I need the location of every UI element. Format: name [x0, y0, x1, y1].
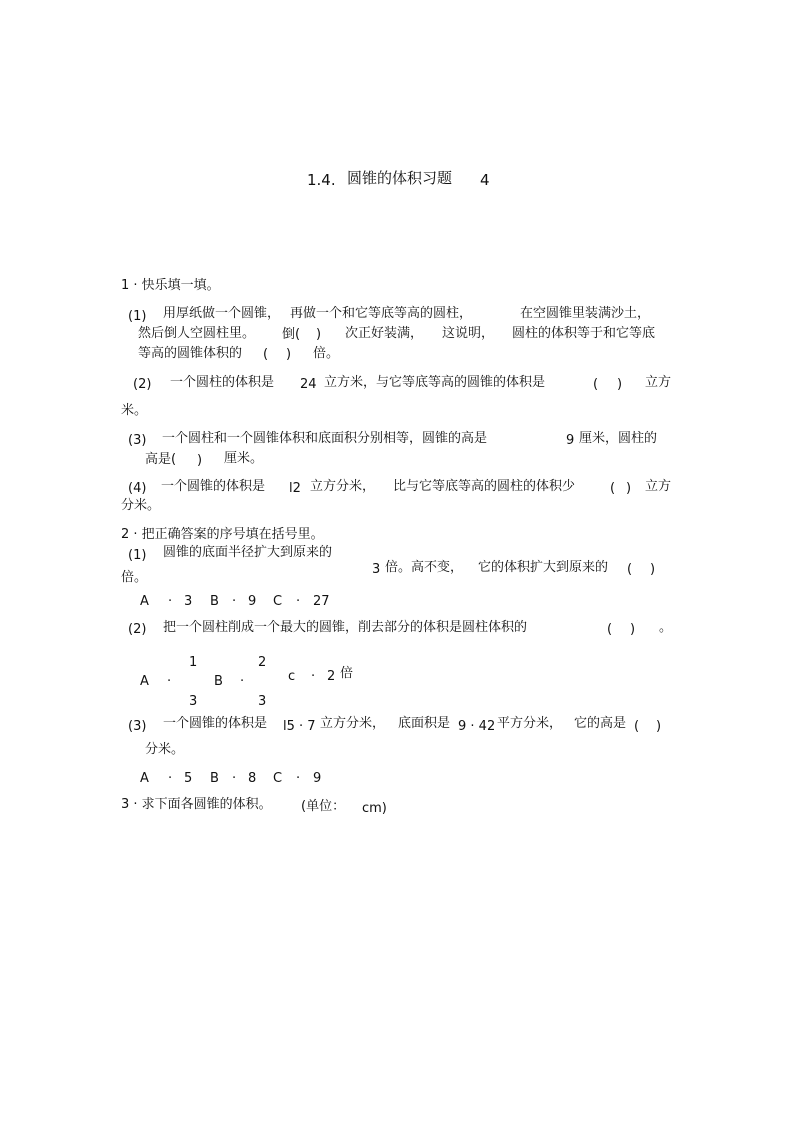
- section2-heading: 2 · 把正确答案的序号填在括号里。: [121, 527, 324, 542]
- s2-q1-value: 3: [372, 562, 381, 577]
- option-b-value: 8: [248, 771, 257, 786]
- section3-unit-value: cm): [362, 801, 387, 816]
- s1-q3-text: 厘米。: [224, 451, 264, 466]
- option-separator: ·: [311, 669, 316, 684]
- s1-q2-value: 24: [300, 377, 317, 392]
- option-c-value: 2: [327, 669, 336, 684]
- s1-q1-text: 用厚纸做一个圆锥，: [163, 306, 281, 321]
- answer-blank: (: [634, 719, 640, 734]
- s1-q1-text: 次正好装满，: [345, 326, 424, 341]
- answer-blank: ): [286, 347, 292, 362]
- answer-blank: (: [593, 377, 599, 392]
- s1-q2-text: 一个圆柱的体积是: [170, 375, 275, 390]
- answer-blank: ): [656, 719, 662, 734]
- s1-q4-value: l2: [289, 481, 301, 496]
- section3-heading: 3 · 求下面各圆锥的体积。: [121, 797, 272, 812]
- s1-q1-text: 在空圆锥里装满沙土，: [520, 306, 651, 321]
- s2-q2-text: 。: [659, 620, 673, 635]
- s1-q4-text: 比与它等底等高的圆柱的体积少: [393, 479, 576, 494]
- option-c-unit: 倍: [340, 666, 354, 681]
- s1-q1-text: 圆柱的体积等于和它等底: [512, 326, 656, 341]
- answer-blank: ): [626, 481, 632, 496]
- s1-q2-text: 立方米，与它等底等高的圆锥的体积是: [324, 375, 546, 390]
- option-separator: ·: [240, 674, 245, 689]
- answer-blank: ): [630, 622, 636, 637]
- s1-q1-text: 然后倒人空圆柱里。: [138, 326, 256, 341]
- option-b-value: 9: [248, 594, 257, 609]
- answer-blank: (: [610, 481, 616, 496]
- s2-q3-value: 9 · 42: [458, 719, 496, 734]
- s1-q1-text: 倒(: [282, 327, 301, 342]
- option-separator: ·: [168, 771, 173, 786]
- s2-q3-number: (3): [128, 719, 147, 734]
- s1-q2-text: 米。: [121, 403, 148, 418]
- option-separator: ·: [232, 771, 237, 786]
- s2-q3-text: 平方分米，: [497, 716, 563, 731]
- page-title: 圆锥的体积习题: [347, 169, 453, 187]
- answer-blank: ): [316, 327, 322, 342]
- option-b-label: B: [210, 594, 219, 609]
- s1-q4-text: 一个圆锥的体积是: [161, 479, 266, 494]
- fraction-denominator: 3: [258, 694, 267, 709]
- s1-q3-text: 厘米，圆柱的: [579, 431, 658, 446]
- s2-q3-text: 一个圆锥的体积是: [163, 716, 268, 731]
- option-separator: ·: [296, 594, 301, 609]
- s1-q1-text: 倍。: [313, 346, 340, 361]
- s1-q3-number: (3): [128, 433, 147, 448]
- s1-q1-text: 这说明，: [442, 326, 495, 341]
- s2-q3-text: 分米。: [145, 742, 185, 757]
- s1-q4-text: 立方分米，: [310, 479, 376, 494]
- s1-q3-value: 9: [566, 433, 575, 448]
- s2-q1-text: 倍。: [121, 570, 148, 585]
- option-c-label: C: [273, 594, 283, 609]
- option-a-label: A: [140, 594, 149, 609]
- s2-q3-text: 底面积是: [398, 716, 451, 731]
- s1-q1-number: (1): [128, 309, 147, 324]
- option-a-label: A: [140, 674, 149, 689]
- s1-q2-text: 立方: [645, 375, 672, 390]
- option-c-label: c: [288, 669, 296, 684]
- option-c-value: 9: [313, 771, 322, 786]
- answer-blank: (: [607, 622, 613, 637]
- title-number: 1.4.: [307, 171, 336, 189]
- s2-q3-text: 立方分米，: [320, 716, 386, 731]
- section1-heading: 1 · 快乐填一填。: [121, 278, 220, 293]
- s1-q3-text: 一个圆柱和一个圆锥体积和底面积分别相等，圆锥的高是: [162, 431, 488, 446]
- answer-blank: ): [650, 562, 656, 577]
- fraction-numerator: 1: [189, 655, 198, 670]
- s1-q1-text: 等高的圆锥体积的: [138, 346, 243, 361]
- s1-q4-text: 立方: [645, 479, 672, 494]
- s1-q4-text: 分米。: [121, 498, 161, 513]
- title-suffix: 4: [480, 171, 490, 189]
- section3-unit: (单位：: [301, 799, 346, 814]
- s1-q4-number: (4): [128, 481, 147, 496]
- option-b-label: B: [214, 674, 223, 689]
- s2-q2-text: 把一个圆柱削成一个最大的圆锥，削去部分的体积是圆柱体积的: [163, 620, 528, 635]
- s1-q1-text: 再做一个和它等底等高的圆柱，: [290, 306, 473, 321]
- s2-q1-text: 它的体积扩大到原来的: [478, 560, 609, 575]
- option-separator: ·: [296, 771, 301, 786]
- s1-q2-number: (2): [133, 377, 152, 392]
- s1-q3-text: 高是(: [145, 452, 177, 467]
- option-separator: ·: [168, 594, 173, 609]
- s2-q2-number: (2): [128, 622, 147, 637]
- option-c-value: 27: [313, 594, 330, 609]
- option-a-label: A: [140, 771, 149, 786]
- answer-blank: (: [263, 347, 269, 362]
- fraction-denominator: 3: [189, 694, 198, 709]
- s2-q3-value: l5 · 7: [283, 719, 316, 734]
- s2-q1-text: 倍。高不变，: [385, 560, 464, 575]
- answer-blank: ): [197, 453, 203, 468]
- option-a-value: 5: [184, 771, 193, 786]
- answer-blank: ): [617, 377, 623, 392]
- option-b-label: B: [210, 771, 219, 786]
- option-separator: ·: [232, 594, 237, 609]
- option-separator: ·: [167, 674, 172, 689]
- s2-q1-number: (1): [128, 548, 147, 563]
- option-c-label: C: [273, 771, 283, 786]
- s2-q3-text: 它的高是: [574, 716, 627, 731]
- fraction-numerator: 2: [258, 655, 267, 670]
- answer-blank: (: [627, 562, 633, 577]
- s2-q1-text: 圆锥的底面半径扩大到原来的: [163, 545, 333, 560]
- option-a-value: 3: [184, 594, 193, 609]
